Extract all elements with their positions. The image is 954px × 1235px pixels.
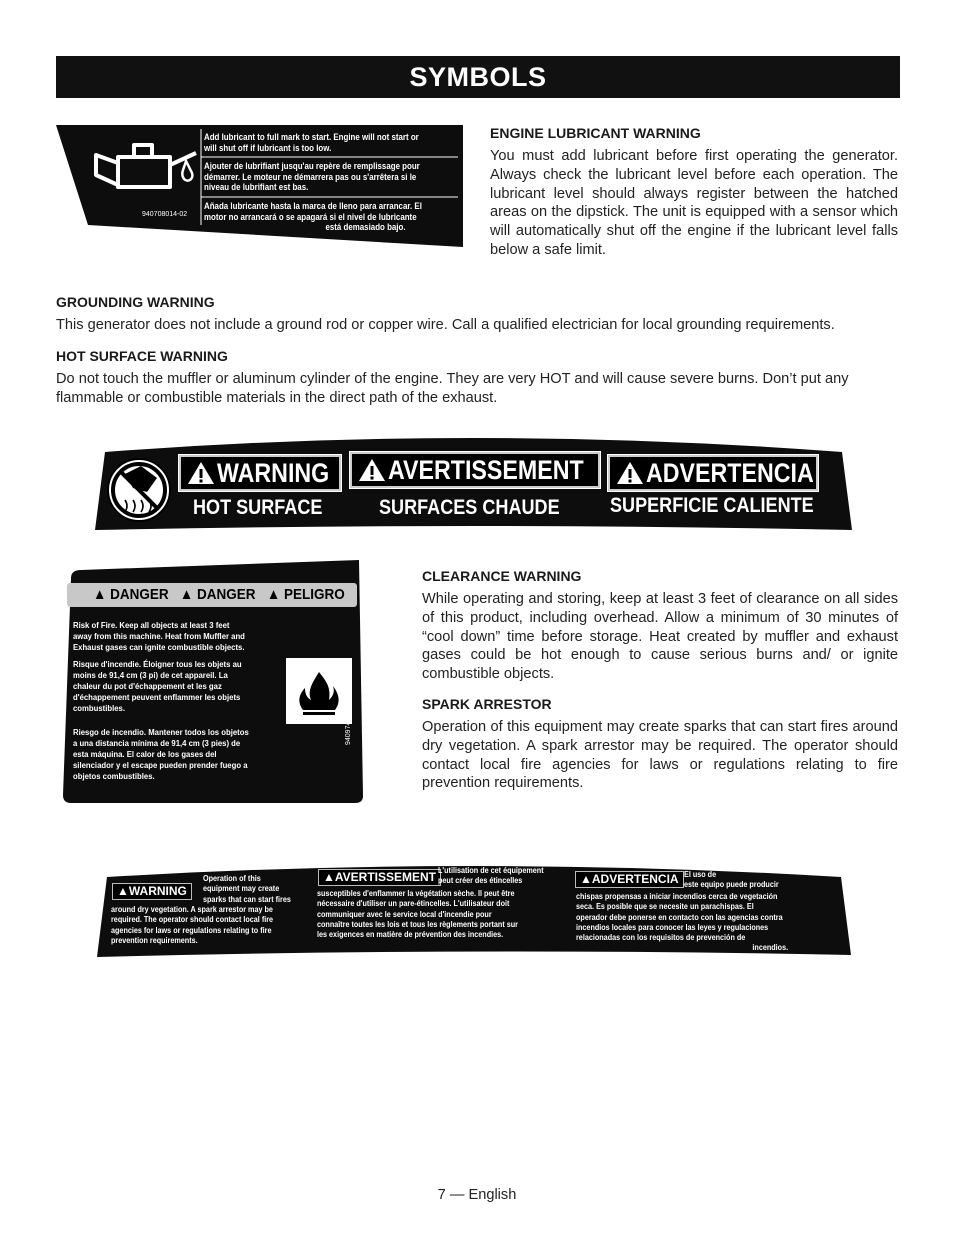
lube-label-es: Añada lubricante hasta la marca de lleno para arrancar. El motor no arrancará o se apagará si el nivel de lubricante está demasiado bajo. <box>204 201 422 233</box>
spark-arrestor-banner <box>97 861 851 958</box>
lube-label-fr: Ajouter de lubrifiant jusqu'au repère de remplissage pour démarrer. Le moteur ne démarrera pas ou s'arrêtera si le niveau de lubrifiant est bas. <box>204 161 420 193</box>
engine-lubricant-body: You must add lubricant before first operating the generator. Always check the lubricant level before each operation. The lubricant level should always register between the hatched areas on the dipstick. The unit is equipped with a sensor which will automatically shut off the engine if the lubricant level falls below a safe limit. <box>490 148 898 258</box>
warning-triangle-icon <box>187 460 215 486</box>
warning-label-es: ▲ADVERTENCIA <box>575 871 684 888</box>
hot-surface-heading: HOT SURFACE WARNING <box>56 348 228 364</box>
spark-text-es-top: El uso de este equipo puede producir <box>684 869 779 890</box>
lube-label-en: Add lubricant to full mark to start. Engine will not start or will shut off if lubricant is too low. <box>204 132 419 153</box>
spark-text-fr: susceptibles d'enflammer la végétation sèche. Il peut être nécessaire d'utiliser un pare-étincelles. L'utilisateur doit communiquer avec le service local d'incendie pour connaître toutes les lois et tous les règlements portant sur les exigences en matière de prévention des incendies. <box>317 888 518 940</box>
warning-triangle-icon <box>358 457 386 483</box>
hot-surface-en: HOT SURFACE <box>193 496 323 519</box>
spark-arrestor-heading: SPARK ARRESTOR <box>422 696 552 712</box>
warning-triangle-icon: ▲ <box>179 586 194 603</box>
warning-label-fr: AVERTISSEMENT <box>350 452 600 488</box>
engine-lubricant-label <box>56 125 463 247</box>
lube-part-number: 940708014-02 <box>142 211 188 218</box>
warning-triangle-icon: ▲ <box>117 884 129 898</box>
no-touch-icon <box>108 459 170 521</box>
spark-text-en: around dry vegetation. A spark arrestor may be required. The operator should contact local fire agencies for laws or regulations relating to fire prevention requirements. <box>111 904 274 945</box>
warning-triangle-icon: ▲ <box>266 586 281 603</box>
danger-text-fr: Risque d'incendie. Éloigner tous les objets au moins de 91,4 cm (3 pi) de cet appareil. La chaleur du pot d'échappement et les gaz d'échappement peuvent enflammer les objets combustibles. <box>73 659 242 713</box>
warning-label-es: ADVERTENCIA <box>608 455 818 491</box>
spark-text-es: chispas propensas a iniciar incendios cerca de vegetación seca. Es posible que se necesite un parachispas. El operador debe ponerse en contacto con las agencias contra incendios locales para conocer las leyes y regulaciones relacionadas con los requisitos de prevención de incendios. <box>576 891 789 953</box>
spark-arrestor-body: Operation of this equipment may create sparks that can start fires around dry vegetation. A spark arrestor may be required. The operator should contact local fire agencies for laws or regulations relating to fire prevention requirements. <box>422 719 898 792</box>
warning-label-en: WARNING <box>179 455 341 491</box>
warning-label-fr: ▲AVERTISSEMENT <box>318 869 441 886</box>
grounding-body: This generator does not include a ground rod or copper wire. Call a qualified electrician for local grounding requirements. <box>56 317 835 333</box>
clearance-body: While operating and storing, keep at least 3 feet of clearance on all sides of this product, including overhead. Allow a minimum of 30 minutes of “cool down” time before storage. Heat created by muffler and exhaust gases could be hot enough to cause serious burns and/ or ignite combustible objects. <box>422 591 898 683</box>
engine-lubricant-heading: ENGINE LUBRICANT WARNING <box>490 125 701 141</box>
hot-surface-body: Do not touch the muffler or aluminum cylinder of the engine. They are very HOT and will cause severe burns. Don’t put any flammable or combustible materials in the direct path of the exhaust. <box>56 371 849 406</box>
hot-surface-es: SUPERFICIE CALIENTE <box>610 494 814 517</box>
hot-surface-banner <box>95 430 852 533</box>
danger-text-en: Risk of Fire. Keep all objects at least 3 feet away from this machine. Heat from Muffler and Exhaust gases can ignite combustible objects. <box>73 620 245 652</box>
danger-signal-words: ▲ DANGER ▲ DANGER ▲ PELIGRO <box>93 586 345 603</box>
spark-text-en-top: Operation of this equipment may create sparks that can start fires <box>203 873 291 904</box>
warning-triangle-icon <box>616 460 644 486</box>
warning-triangle-icon: ▲ <box>580 872 592 886</box>
grounding-heading: GROUNDING WARNING <box>56 294 215 310</box>
page-title: SYMBOLS <box>409 62 547 92</box>
warning-label-en: ▲WARNING <box>112 883 192 900</box>
spark-text-fr-top: L'utilisation de cet équipement peut créer des étincelles <box>438 865 544 886</box>
danger-text-es: Riesgo de incendio. Mantener todos los objetos a una distancia mínima de 91,4 cm (3 pies) de esta máquina. El calor de los gases del silenciador y el escape pueden prender fuego a objetos combustibles. <box>73 727 249 781</box>
clearance-danger-label <box>63 560 363 803</box>
hot-surface-fr: SURFACES CHAUDE <box>379 496 560 519</box>
danger-part-number: 940974017-01 <box>345 699 352 745</box>
warning-triangle-icon: ▲ <box>93 586 107 603</box>
clearance-heading: CLEARANCE WARNING <box>422 568 582 584</box>
section-header-bar <box>56 56 900 98</box>
warning-triangle-icon: ▲ <box>323 870 335 884</box>
page-footer: 7 — English <box>437 1187 517 1203</box>
